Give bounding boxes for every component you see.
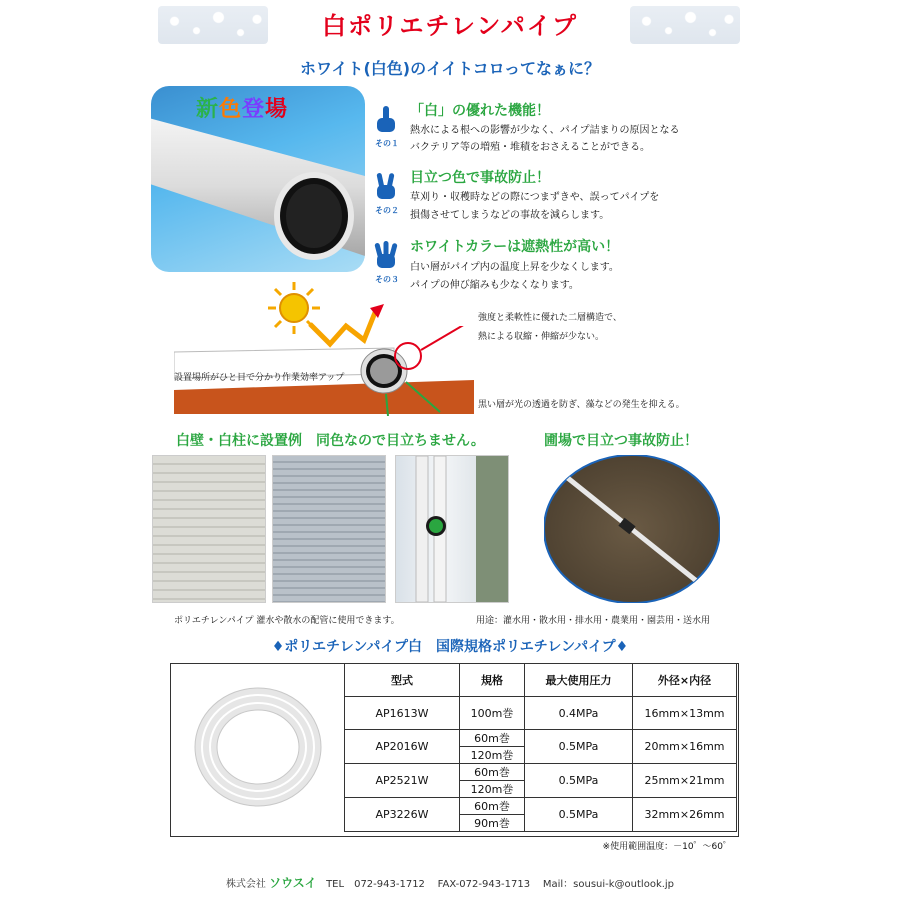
size-cell: 25mm×21mm xyxy=(633,764,737,798)
pressure-cell: 0.5MPa xyxy=(525,798,633,832)
table-row xyxy=(345,697,737,730)
field-photo xyxy=(544,455,720,603)
pressure-cell: 0.5MPa xyxy=(525,764,633,798)
size-cell: 16mm×13mm xyxy=(633,697,737,730)
feature-text: 損傷させてしまうなどの事故を減らします。 xyxy=(410,210,610,221)
spec-heading: ♦ポリエチレンパイプ白 国際規格ポリエチレンパイプ♦ xyxy=(271,639,629,655)
hand-three-icon xyxy=(372,240,400,272)
table-row xyxy=(345,730,737,747)
column-header-pressure: 最大使用圧力 xyxy=(525,664,633,697)
caption-usage-left: ポリエチレンパイプ 灌水や散水の配管に使用できます。 xyxy=(174,616,400,626)
wall-photo-1 xyxy=(152,455,266,603)
feature-text: 草刈り・収穫時などの際につまずきや、誤ってパイプを xyxy=(410,192,660,203)
table-row xyxy=(345,798,737,815)
hand-one-icon xyxy=(372,104,400,136)
badge-char: 新 xyxy=(196,97,220,122)
structure-note xyxy=(478,310,622,342)
footer-contact xyxy=(0,874,900,891)
model-cell: AP3226W xyxy=(345,798,460,832)
pipe-coil-photo xyxy=(188,675,328,819)
company-tel: TEL 072-943-1712 xyxy=(326,879,425,890)
column-header-model: 型式 xyxy=(345,664,460,697)
wall-example-title: 白壁・白柱に設置例 同色なので目立ちません。 xyxy=(176,433,485,449)
black-layer-note: 黒い層が光の透過を防ぎ、藻などの発生を抑える。 xyxy=(478,400,685,410)
visibility-note: 設置場所がひと目で分かり作業効率アップ xyxy=(174,373,345,383)
model-cell: AP2521W xyxy=(345,764,460,798)
size-cell: 32mm×26mm xyxy=(633,798,737,832)
badge-char: 登 xyxy=(242,97,266,122)
feature-text: パイプの伸び縮みも少なくなります。 xyxy=(410,280,579,291)
size-cell: 20mm×16mm xyxy=(633,730,737,764)
column-header-length: 規格 xyxy=(460,664,525,697)
wall-photo-2 xyxy=(272,455,386,603)
feature-text: 白い層がパイプ内の温度上昇を少なくします。 xyxy=(410,262,619,273)
company-brand: ソウスイ xyxy=(269,876,317,890)
badge-char: 色 xyxy=(219,97,243,122)
badge-char: 場 xyxy=(265,97,289,122)
length-cell: 100m巻 xyxy=(460,697,525,730)
company-fax: FAX-072-943-1713 xyxy=(437,879,531,890)
model-cell: AP1613W xyxy=(345,697,460,730)
feature-number: その３ xyxy=(375,275,399,284)
spec-table xyxy=(344,663,737,832)
model-cell: AP2016W xyxy=(345,730,460,764)
note-line: 熱による収縮・伸縮が少ない。 xyxy=(478,332,605,342)
company-email[interactable]: Mail：sousui-k@outlook.jp xyxy=(542,879,675,890)
length-cell: 120m巻 xyxy=(460,747,525,764)
temperature-note: ※使用範囲温度：－10゜～60゜ xyxy=(602,842,732,852)
new-color-badge xyxy=(196,92,288,123)
pressure-cell: 0.4MPa xyxy=(525,697,633,730)
feature-number: その１ xyxy=(375,139,399,148)
feature-title: 目立つ色で事故防止！ xyxy=(410,170,550,186)
table-row xyxy=(345,764,737,781)
pillar-photo xyxy=(395,455,509,603)
note-line: 強度と柔軟性に優れた二層構造で、 xyxy=(478,313,622,323)
spec-header-row xyxy=(345,664,737,697)
hand-two-icon xyxy=(372,171,400,203)
feature-number: その２ xyxy=(375,206,399,215)
length-cell: 60m巻 xyxy=(460,764,525,781)
length-cell: 90m巻 xyxy=(460,815,525,832)
caption-usage-right: 用途：灌水用・散水用・排水用・農業用・園芸用・送水用 xyxy=(476,616,711,626)
feature-text: バクテリア等の増殖・堆積をおさえることができる。 xyxy=(410,142,650,153)
length-cell: 60m巻 xyxy=(460,798,525,815)
length-cell: 120m巻 xyxy=(460,781,525,798)
feature-title: ホワイトカラーは遮熱性が高い！ xyxy=(410,239,620,255)
column-header-size: 外径×内径 xyxy=(633,664,737,697)
company-prefix: 株式会社 xyxy=(225,879,266,890)
feature-title: 「白」の優れた機能！ xyxy=(410,103,550,119)
pressure-cell: 0.5MPa xyxy=(525,730,633,764)
length-cell: 60m巻 xyxy=(460,730,525,747)
page-title: 白ポリエチレンパイプ xyxy=(321,12,579,40)
page-subtitle: ホワイト(白色)のイイトコロってなぁに？ xyxy=(299,59,601,78)
feature-text: 熱水による根への影響が少なく、パイプ詰まりの原因となる xyxy=(410,125,680,136)
field-example-title: 圃場で目立つ事故防止！ xyxy=(544,433,698,449)
